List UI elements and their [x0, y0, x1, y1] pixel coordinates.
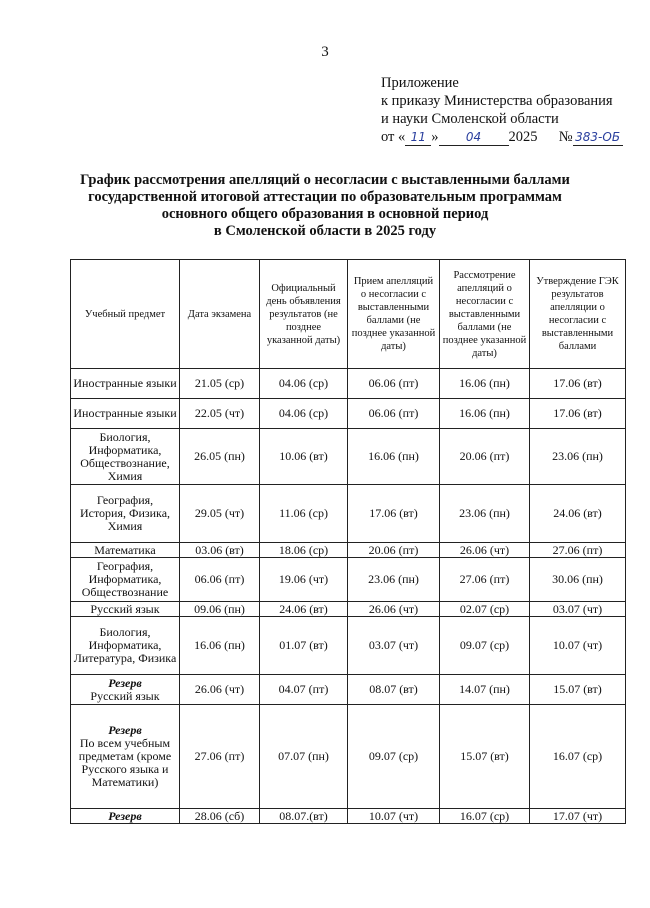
- cell-exam-date: 28.06 (сб): [180, 809, 260, 824]
- cell-review-date: 27.06 (пт): [440, 558, 530, 602]
- table-row: [71, 543, 626, 558]
- table-row: [71, 705, 626, 809]
- cell-exam-date: 03.06 (вт): [180, 543, 260, 558]
- cell-approval-date: 03.07 (чт): [530, 602, 626, 617]
- table-row: [71, 369, 626, 399]
- subject-text: Русский язык: [90, 688, 160, 703]
- title-line-4: в Смоленской области в 2025 году: [213, 223, 437, 239]
- date-prefix: от «: [381, 129, 406, 145]
- cell-exam-date: 29.05 (чт): [180, 485, 260, 543]
- cell-subject: Математика: [71, 543, 180, 558]
- cell-subject: Биология, Информатика, Литература, Физика: [71, 617, 180, 675]
- cell-exam-date: 16.06 (пн): [180, 617, 260, 675]
- title-line-3: основного общего образования в основной период: [161, 206, 489, 222]
- appendix-line-1: Приложение: [381, 75, 459, 91]
- cell-review-date: 14.07 (пн): [440, 675, 530, 705]
- cell-results-date: 18.06 (ср): [260, 543, 348, 558]
- table-row: [71, 485, 626, 543]
- appendix-date-line: [381, 128, 623, 146]
- appeals-schedule-table: [70, 259, 626, 824]
- cell-appeal-date: 03.07 (чт): [348, 617, 440, 675]
- page-number: 3: [321, 44, 329, 60]
- cell-approval-date: 15.07 (вт): [530, 675, 626, 705]
- cell-review-date: 16.06 (пн): [440, 399, 530, 429]
- title-line-1: График рассмотрения апелляций о несогласии с выставленными баллами: [80, 172, 570, 188]
- cell-exam-date: 09.06 (пн): [180, 602, 260, 617]
- reserve-label: Резерв: [108, 723, 142, 737]
- cell-subject: Русский язык: [71, 602, 180, 617]
- cell-exam-date: 26.06 (чт): [180, 675, 260, 705]
- order-month: 04: [439, 130, 509, 146]
- document-title: [60, 172, 590, 240]
- cell-appeal-date: 16.06 (пн): [348, 429, 440, 485]
- cell-appeal-date: 23.06 (пн): [348, 558, 440, 602]
- cell-results-date: 01.07 (вт): [260, 617, 348, 675]
- header-appeal-acceptance: Прием апелляций о несогласии с выставленными баллами (не позднее указанной даты): [348, 260, 440, 369]
- order-day: 11: [405, 130, 431, 146]
- cell-review-date: 23.06 (пн): [440, 485, 530, 543]
- cell-results-date: 04.06 (ср): [260, 369, 348, 399]
- cell-subject: [71, 675, 180, 705]
- table-header-row: [71, 260, 626, 369]
- cell-appeal-date: 10.07 (чт): [348, 809, 440, 824]
- cell-exam-date: 22.05 (чт): [180, 399, 260, 429]
- table-row: [71, 399, 626, 429]
- header-appeal-review: Рассмотрение апелляций о несогласии с выставленными баллами (не позднее указанной даты): [440, 260, 530, 369]
- cell-review-date: 02.07 (ср): [440, 602, 530, 617]
- table-row: [71, 617, 626, 675]
- cell-results-date: 24.06 (вт): [260, 602, 348, 617]
- order-number: 383-ОБ: [573, 130, 623, 146]
- cell-review-date: 20.06 (пт): [440, 429, 530, 485]
- appendix-block: [381, 74, 623, 146]
- cell-results-date: 04.07 (пт): [260, 675, 348, 705]
- cell-results-date: 10.06 (вт): [260, 429, 348, 485]
- cell-approval-date: 10.07 (чт): [530, 617, 626, 675]
- cell-appeal-date: 26.06 (чт): [348, 602, 440, 617]
- cell-review-date: 16.06 (пн): [440, 369, 530, 399]
- cell-approval-date: 16.07 (ср): [530, 705, 626, 809]
- cell-approval-date: 23.06 (пн): [530, 429, 626, 485]
- cell-exam-date: 06.06 (пт): [180, 558, 260, 602]
- table-row: [71, 809, 626, 824]
- cell-approval-date: 24.06 (вт): [530, 485, 626, 543]
- cell-subject: [71, 809, 180, 824]
- appendix-line-2: к приказу Министерства образования: [381, 93, 613, 109]
- cell-appeal-date: 09.07 (ср): [348, 705, 440, 809]
- table-row: [71, 675, 626, 705]
- cell-appeal-date: 08.07 (вт): [348, 675, 440, 705]
- number-prefix: №: [558, 129, 573, 145]
- cell-approval-date: 27.06 (пт): [530, 543, 626, 558]
- appendix-line-3: и науки Смоленской области: [381, 111, 559, 127]
- reserve-label: Резерв: [108, 675, 142, 690]
- cell-results-date: 04.06 (ср): [260, 399, 348, 429]
- header-results-date: Официальный день объявления результатов (не позднее указанной даты): [260, 260, 348, 369]
- cell-approval-date: 17.07 (чт): [530, 809, 626, 824]
- cell-review-date: 09.07 (ср): [440, 617, 530, 675]
- header-exam-date: Дата экзамена: [180, 260, 260, 369]
- cell-exam-date: 21.05 (ср): [180, 369, 260, 399]
- cell-review-date: 16.07 (ср): [440, 809, 530, 824]
- cell-subject: География, История, Физика, Химия: [71, 485, 180, 543]
- cell-results-date: 11.06 (ср): [260, 485, 348, 543]
- cell-appeal-date: 06.06 (пт): [348, 399, 440, 429]
- cell-appeal-date: 20.06 (пт): [348, 543, 440, 558]
- cell-subject: Биология, Информатика, Обществознание, Химия: [71, 429, 180, 485]
- cell-results-date: 08.07.(вт): [260, 809, 348, 824]
- table-row: [71, 602, 626, 617]
- order-year: 2025: [508, 129, 538, 145]
- table-row: [71, 558, 626, 602]
- cell-appeal-date: 17.06 (вт): [348, 485, 440, 543]
- cell-approval-date: 17.06 (вт): [530, 369, 626, 399]
- date-mid: »: [431, 129, 439, 145]
- cell-subject: Иностранные языки: [71, 369, 180, 399]
- cell-results-date: 19.06 (чт): [260, 558, 348, 602]
- cell-subject: Иностранные языки: [71, 399, 180, 429]
- table-row: [71, 429, 626, 485]
- cell-results-date: 07.07 (пн): [260, 705, 348, 809]
- cell-exam-date: 27.06 (пт): [180, 705, 260, 809]
- header-subject: Учебный предмет: [71, 260, 180, 369]
- header-gek-approval: Утверждение ГЭК результатов апелляции о несогласии с выставленными баллами: [530, 260, 626, 369]
- cell-subject: География, Информатика, Обществознание: [71, 558, 180, 602]
- title-line-2: государственной итоговой аттестации по образовательным программам: [88, 189, 562, 205]
- cell-approval-date: 30.06 (пн): [530, 558, 626, 602]
- cell-subject: [71, 705, 180, 809]
- reserve-label: Резерв: [108, 808, 142, 823]
- cell-appeal-date: 06.06 (пт): [348, 369, 440, 399]
- cell-review-date: 26.06 (чт): [440, 543, 530, 558]
- cell-exam-date: 26.05 (пн): [180, 429, 260, 485]
- subject-text: По всем учебным предметам (кроме Русского языка и Математики): [78, 736, 172, 789]
- cell-approval-date: 17.06 (вт): [530, 399, 626, 429]
- cell-review-date: 15.07 (вт): [440, 705, 530, 809]
